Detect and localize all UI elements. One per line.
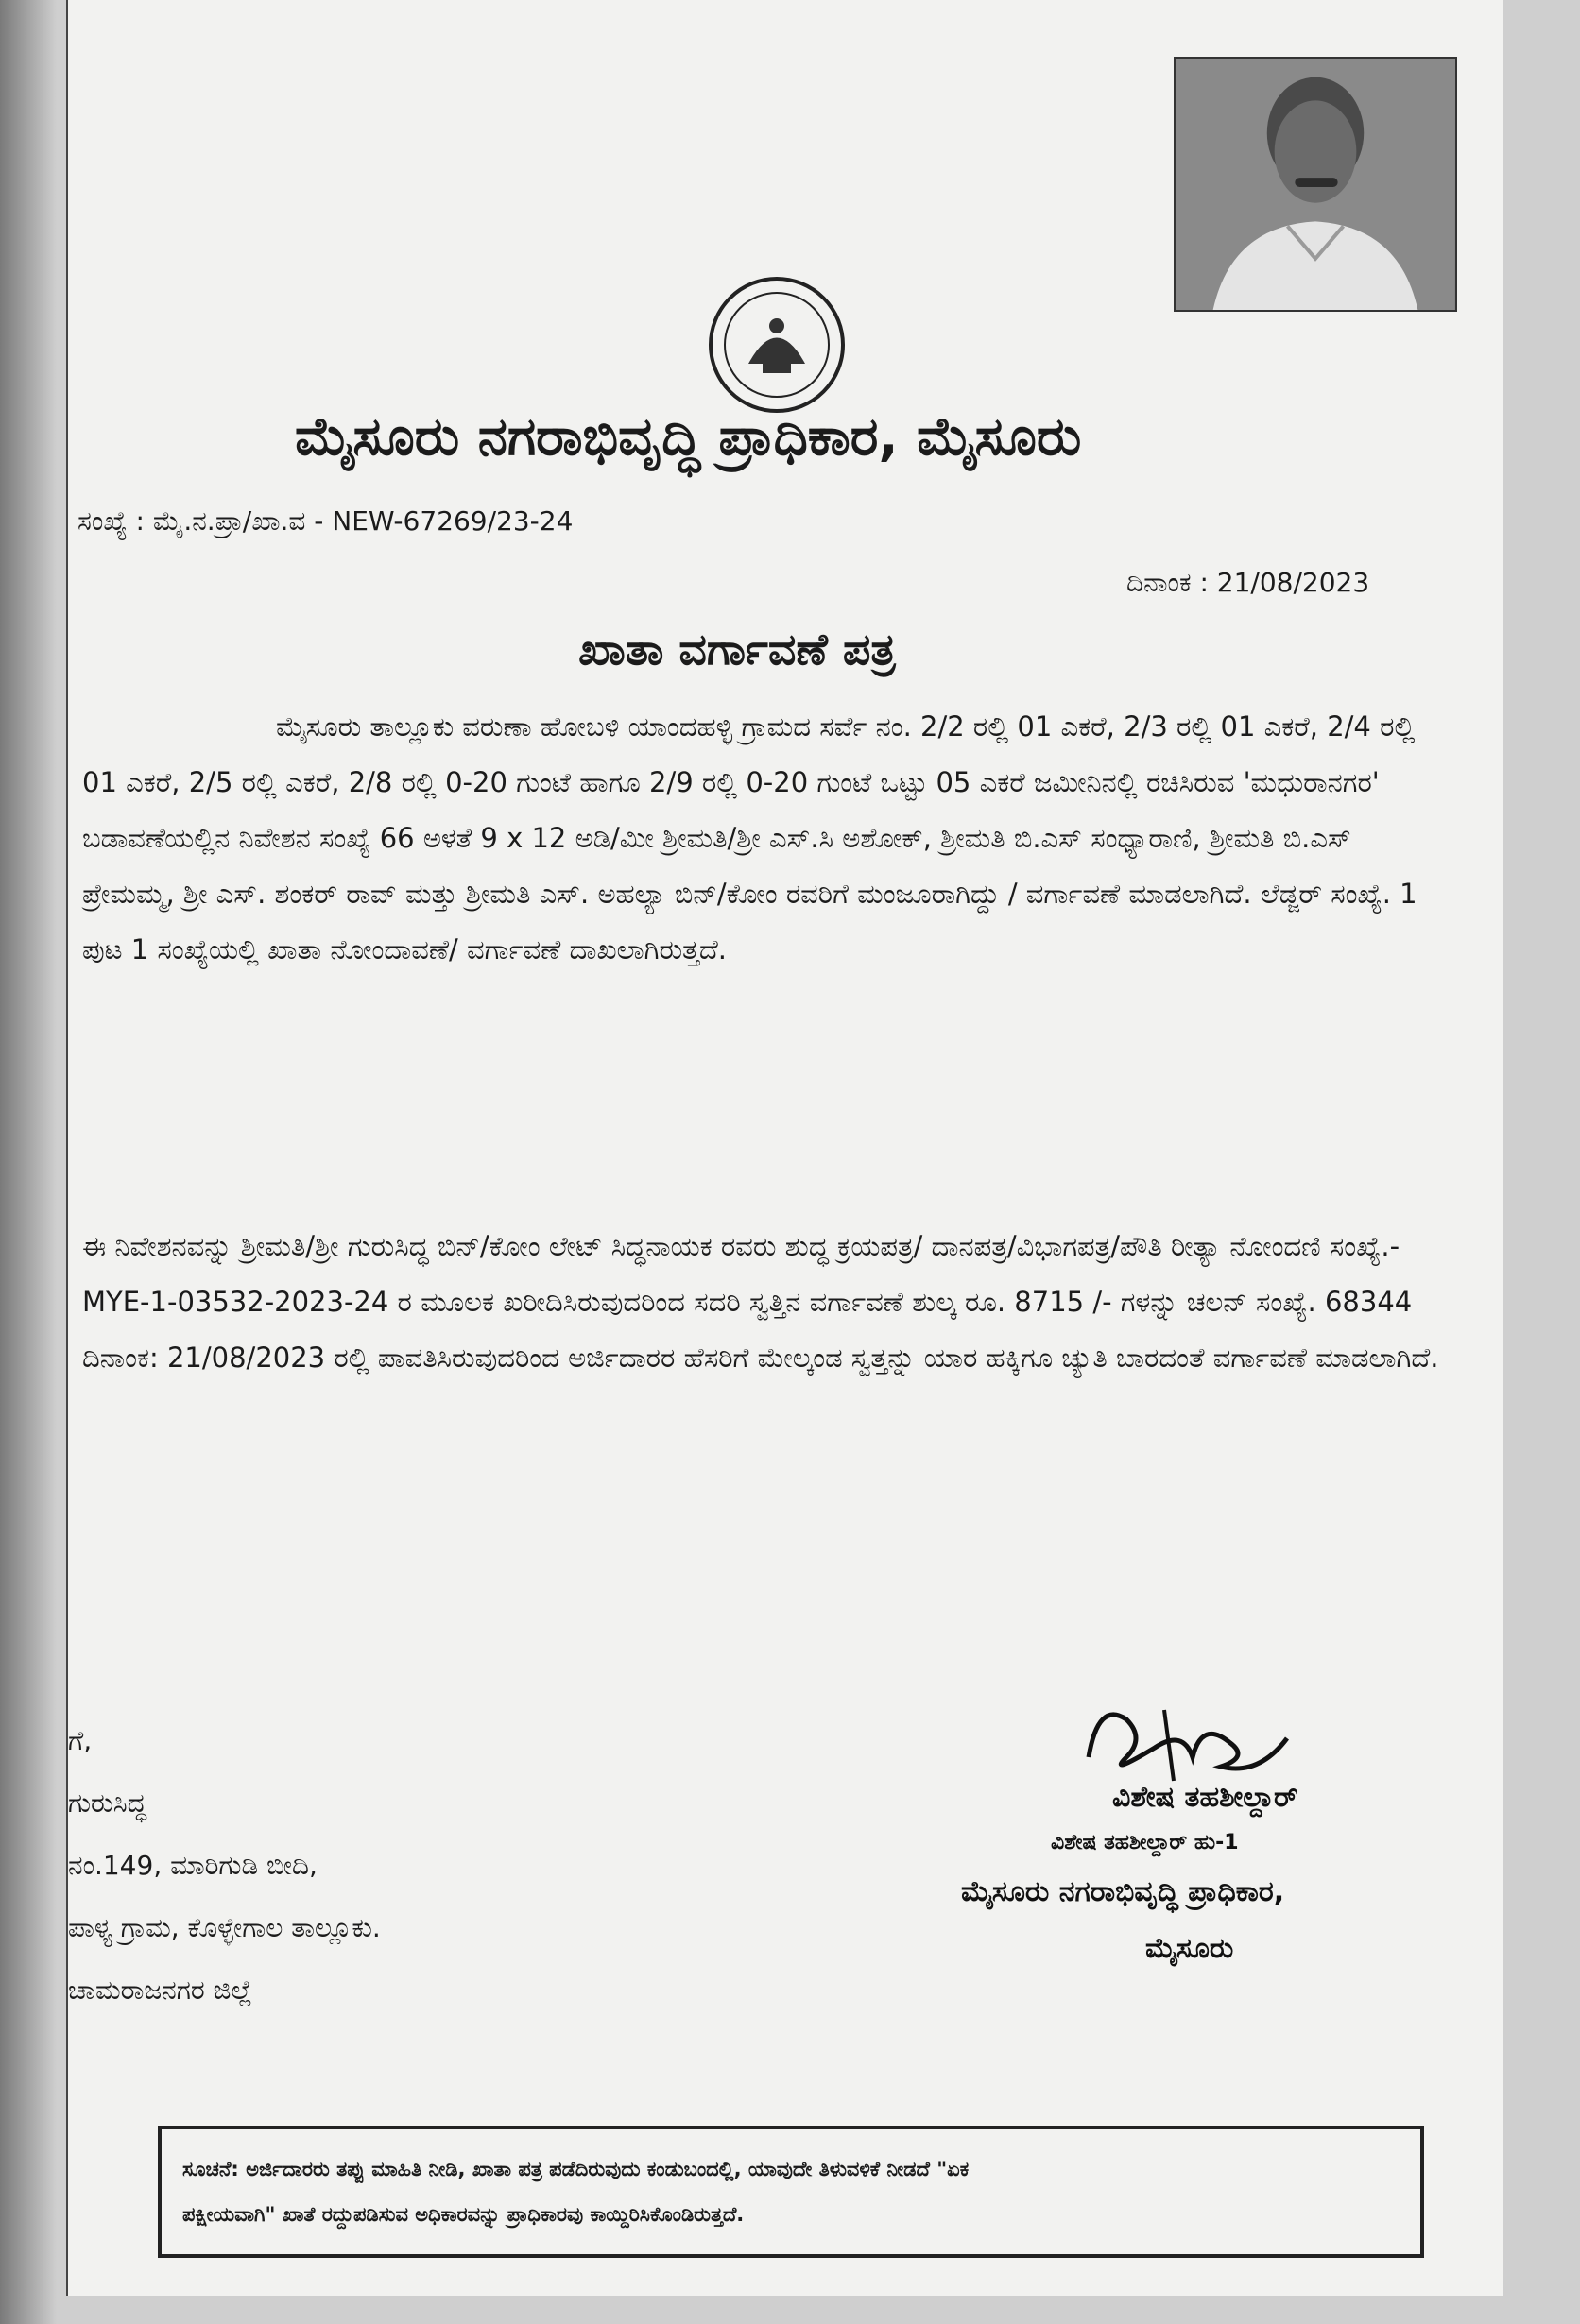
recipient-name: ಗುರುಸಿದ್ಧ [68,1787,146,1819]
purchase-details-paragraph [82,1219,1443,1386]
person-photo-icon [1176,59,1455,310]
document-heading: ಖಾತಾ ವರ್ಗಾವಣೆ ಪತ್ರ [578,624,896,675]
paragraph1-text: ಮೈಸೂರು ತಾಲ್ಲೂಕು ವರುಣಾ ಹೋಬಳಿ ಯಾಂದಹಳ್ಳಿ ಗ್ರಾಮದ ಸರ್ವೆ ನಂ. 2/2 ರಲ್ಲಿ 01 ಎಕರೆ, 2/3 ರಲ್ಲಿ 01 ಎಕರೆ, 2/4 ರಲ್ಲಿ 01 ಎಕರೆ, 2/5 ರಲ್ಲಿ ಎಕರೆ, 2/8 ರಲ್ಲಿ 0-20 ಗುಂಟೆ ಹಾಗೂ 2/9 ರಲ್ಲಿ 0-20 ಗುಂಟೆ ಒಟ್ಟು 05 ಎಕರೆ ಜಮೀನಿನಲ್ಲಿ ರಚಿಸಿರುವ 'ಮಧುರಾನಗರ' ಬಡಾವಣೆಯಲ್ಲಿನ ನಿವೇಶನ ಸಂಖ್ಯೆ 66 ಅಳತೆ 9 x 12 ಅಡಿ/ಮೀ ಶ್ರೀಮತಿ/ಶ್ರೀ ಎಸ್.ಸಿ ಅಶೋಕ್, ಶ್ರೀಮತಿ ಬಿ.ಎಸ್ ಸಂಧ್ಯಾರಾಣಿ, ಶ್ರೀಮತಿ ಬಿ.ಎಸ್ ಪ್ರೇಮಮ್ಮ, ಶ್ರೀ ಎಸ್. ಶಂಕರ್ ರಾವ್ ಮತ್ತು ಶ್ರೀಮತಿ ಎಸ್. ಅಹಲ್ಯಾ ಬಿನ್/ಕೋಂ ರವರಿಗೆ ಮಂಜೂರಾಗಿದ್ದು / ವರ್ಗಾವಣೆ ಮಾಡಲಾಗಿದೆ. ಲೆಡ್ಜರ್ ಸಂಖ್ಯೆ. 1 ಪುಟ 1 ಸಂಖ್ಯೆಯಲ್ಲಿ ಖಾತಾ ನೋಂದಾವಣೆ/ ವರ್ಗಾವಣೆ ದಾಖಲಾಗಿರುತ್ತದೆ. [82,710,1417,965]
paragraph2-text: ಈ ನಿವೇಶನವನ್ನು ಶ್ರೀಮತಿ/ಶ್ರೀ ಗುರುಸಿದ್ಧ ಬಿನ್/ಕೋಂ ಲೇಟ್ ಸಿದ್ಧನಾಯಕ ರವರು ಶುದ್ಧ ಕ್ರಯಪತ್ರ/ ದಾನಪತ್ರ/ವಿಭಾಗಪತ್ರ/ಪೌತಿ ರೀತ್ಯಾ ನೋಂದಣಿ ಸಂಖ್ಯೆ.- MYE-1-03532-2023-24 ರ ಮೂಲಕ ಖರೀದಿಸಿರುವುದರಿಂದ ಸದರಿ ಸ್ವತ್ತಿನ ವರ್ಗಾವಣೆ ಶುಲ್ಕ ರೂ. 8715 /- ಗಳನ್ನು ಚಲನ್ ಸಂಖ್ಯೆ. 68344 ದಿನಾಂಕ: 21/08/2023 ರಲ್ಲಿ ಪಾವತಿಸಿರುವುದರಿಂದ ಅರ್ಜಿದಾರರ ಹೆಸರಿಗೆ ಮೇಲ್ಕಂಡ ಸ್ವತ್ತನ್ನು ಯಾರ ಹಕ್ಕಿಗೂ ಚ್ಯುತಿ ಬಾರದಂತೆ ವರ್ಗಾವಣೆ ಮಾಡಲಾಗಿದೆ. [82,1230,1439,1374]
recipient-to: ಗೆ, [68,1725,93,1756]
disclaimer-line2: ಪಕ್ಷೀಯವಾಗಿ" ಖಾತೆ ರದ್ದುಪಡಿಸುವ ಅಧಿಕಾರವನ್ನು ಪ್ರಾಧಿಕಾರವು ಕಾಯ್ದಿರಿಸಿಕೊಂಡಿರುತ್ತದೆ. [182,2203,745,2226]
signatory-designation: ವಿಶೇಷ ತಹಶೀಲ್ದಾರ್ [1112,1781,1298,1814]
official-signature-block [947,1691,1533,2003]
signatory-sub-designation: ವಿಶೇಷ ತಹಶೀಲ್ದಾರ್ ಹು-1 [1051,1831,1239,1854]
recipient-address-line3: ಚಾಮರಾಜನಗರ ಜಿಲ್ಲೆ [68,1974,252,2006]
reference-number: ಸಂಖ್ಯೆ : ಮೈ.ನ.ಪ್ರಾ/ಖಾ.ವ - NEW-67269/23-24 [77,505,574,537]
document-sheet [66,0,1503,2296]
organization-title: ಮೈಸೂರು ನಗರಾಭಿವೃದ್ಧಿ ಪ್ರಾಧಿಕಾರ, ಮೈಸೂರು [295,406,1082,468]
background-edge [0,0,57,2324]
issue-date: ದಿನಾಂಕ : 21/08/2023 [1126,567,1370,598]
signatory-city: ಮೈಸೂರು [1145,1932,1234,1965]
applicant-photo [1174,57,1457,312]
transfer-details-paragraph [82,699,1443,978]
recipient-address-line1: ನಂ.149, ಮಾರಿಗುಡಿ ಬೀದಿ, [68,1850,318,1881]
authority-seal-icon [706,274,848,416]
recipient-address-block [68,1710,381,2022]
disclaimer-line1: ಸೂಚನೆ: ಅರ್ಜಿದಾರರು ತಪ್ಪು ಮಾಹಿತಿ ನೀಡಿ, ಖಾತಾ ಪತ್ರ ಪಡೆದಿರುವುದು ಕಂಡುಬಂದಲ್ಲಿ, ಯಾವುದೇ ತಿಳುವಳಿಕೆ ನೀಡದೆ "ಏಕ [182,2158,970,2180]
handwritten-signature-icon [1070,1691,1297,1795]
signatory-office: ಮೈಸೂರು ನಗರಾಭಿವೃದ್ಧಿ ಪ್ರಾಧಿಕಾರ, [961,1875,1285,1908]
disclaimer-note-box [158,2126,1424,2258]
recipient-address-line2: ಪಾಳ್ಯ ಗ್ರಾಮ, ಕೊಳ್ಳೇಗಾಲ ತಾಲ್ಲೂಕು. [68,1912,381,1943]
